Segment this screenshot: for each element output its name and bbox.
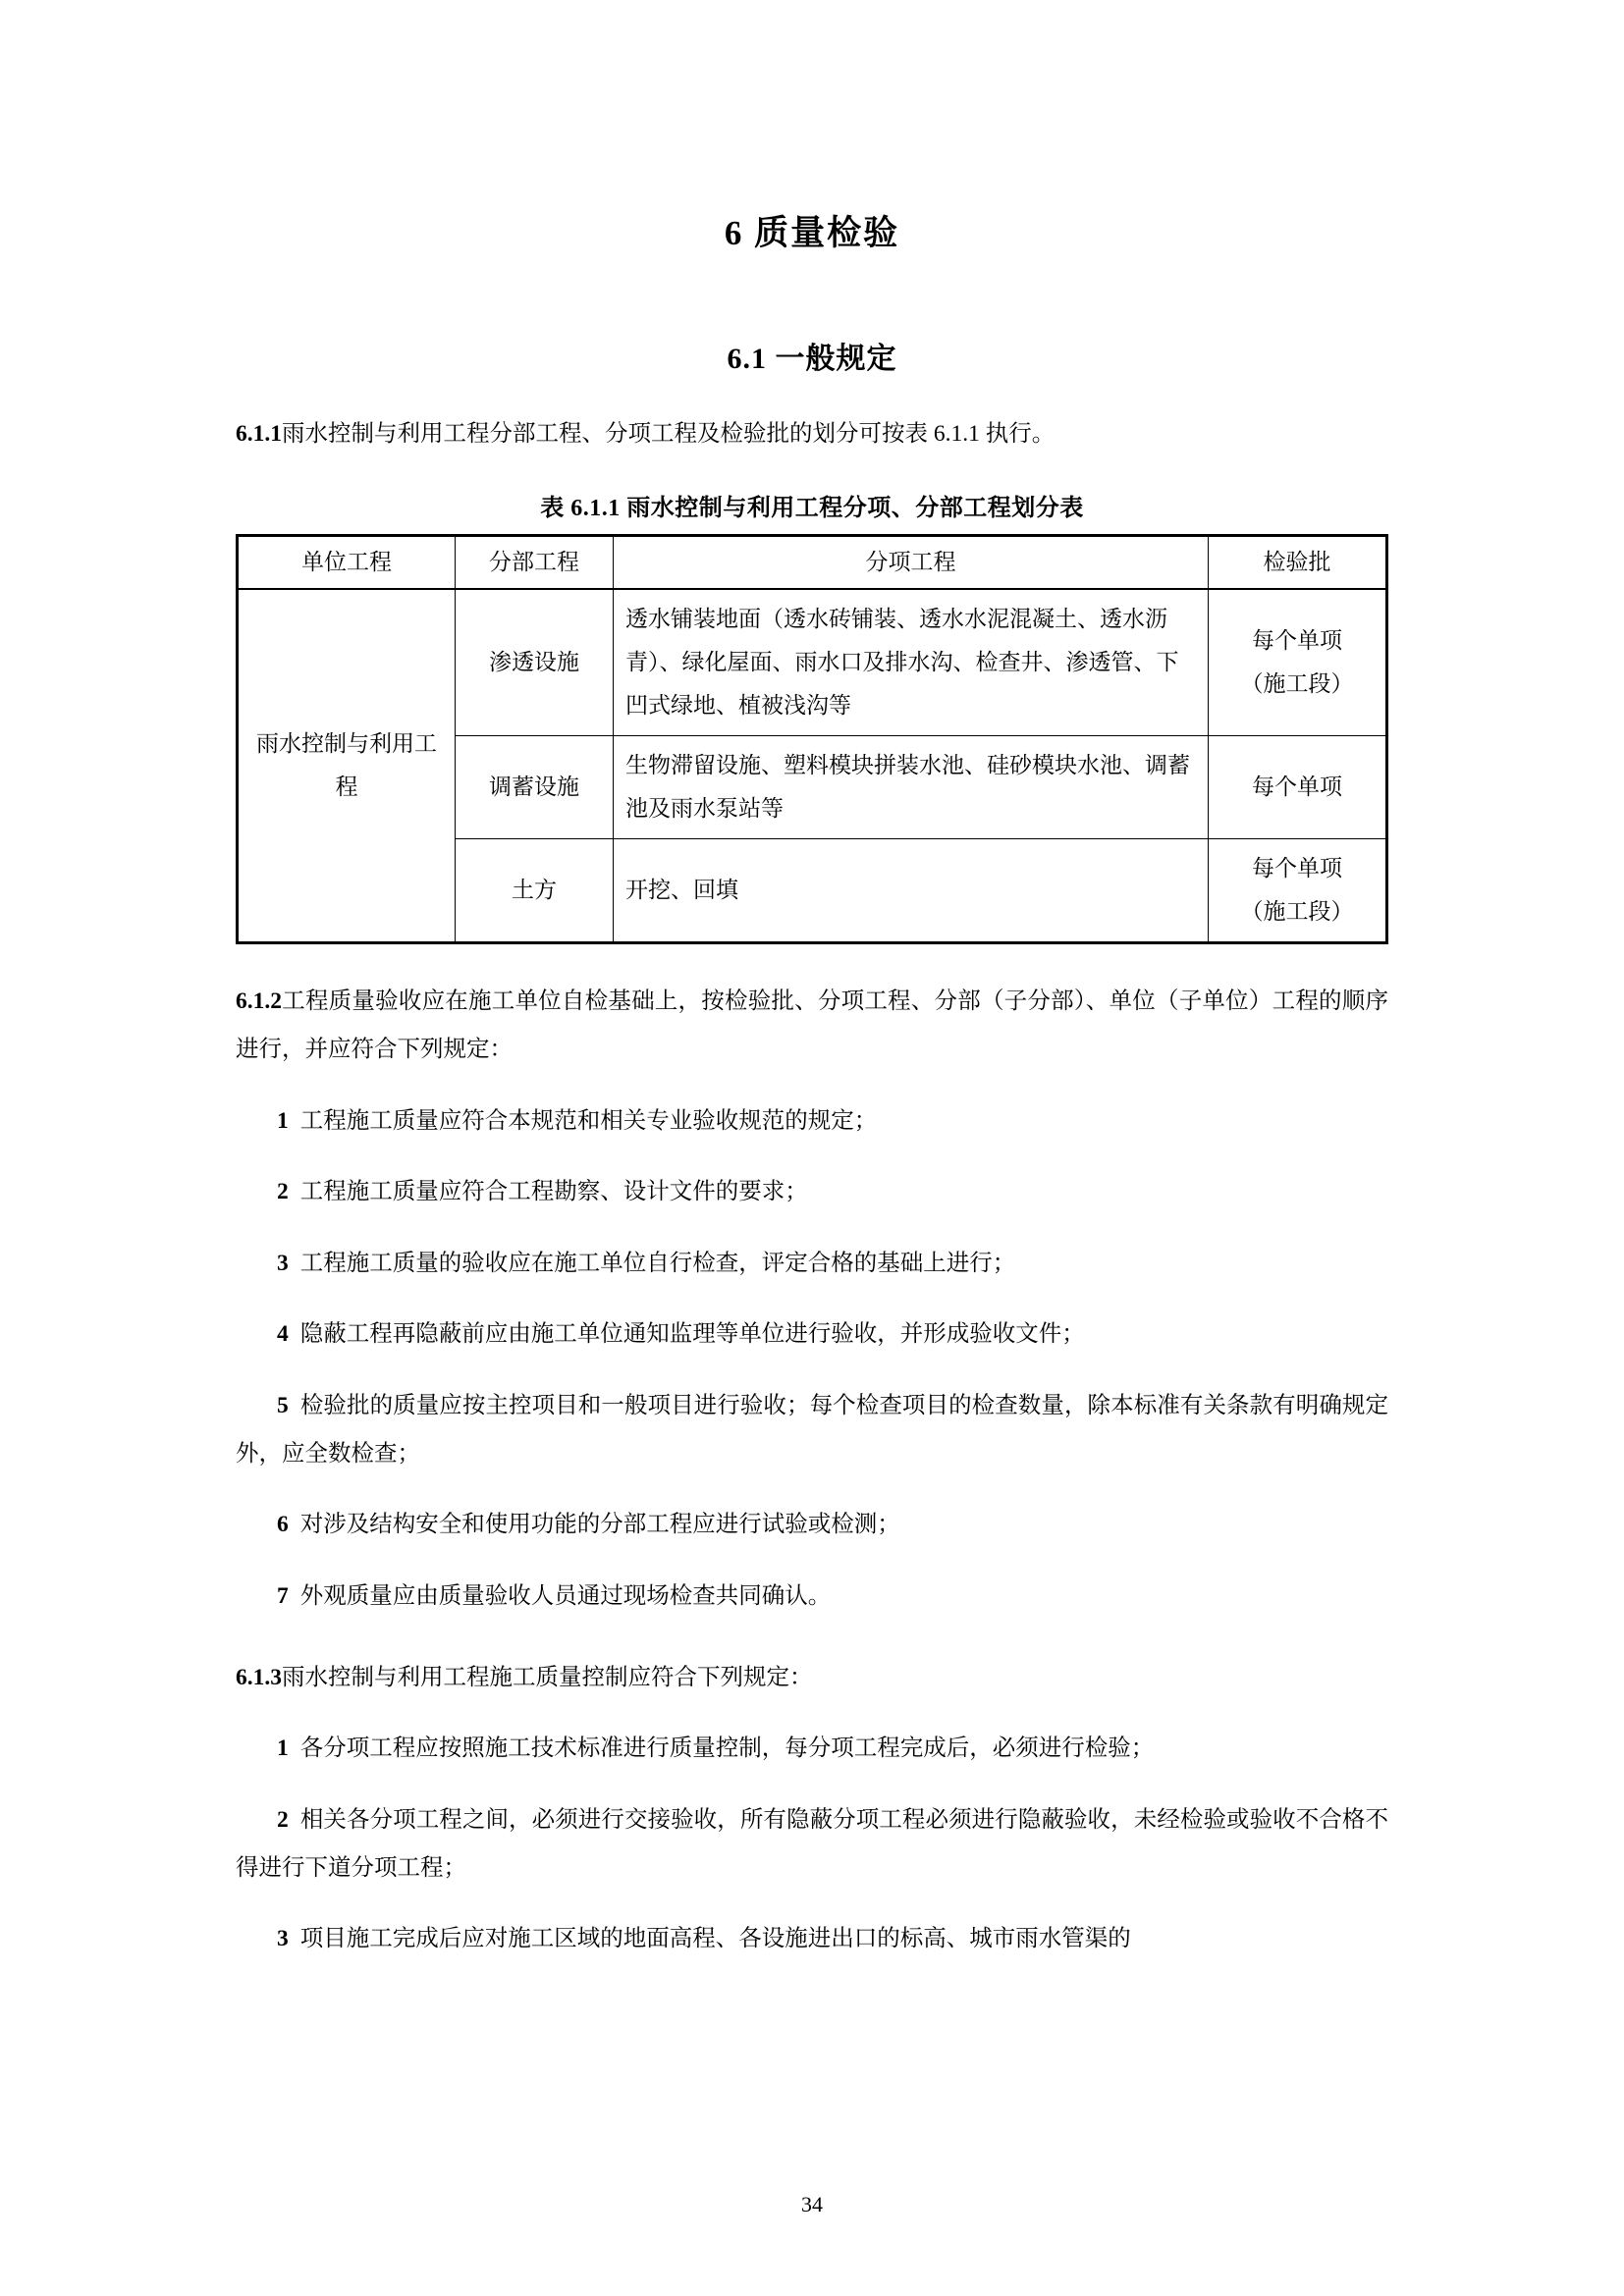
list-index: 3 xyxy=(277,1250,289,1276)
list-text: 工程施工质量的验收应在施工单位自行检查，评定合格的基础上进行； xyxy=(299,1250,1016,1276)
list-index: 1 xyxy=(277,1735,289,1761)
list-text: 工程施工质量应符合本规范和相关专业验收规范的规定； xyxy=(299,1107,878,1134)
table-cell-batch-3 xyxy=(1209,839,1387,943)
list-index: 5 xyxy=(277,1392,289,1418)
list-index: 3 xyxy=(277,1926,289,1951)
list-index: 7 xyxy=(277,1582,289,1609)
table-row xyxy=(238,589,1387,736)
list-text: 工程施工质量应符合工程勘察、设计文件的要求； xyxy=(299,1179,808,1204)
page-number: 34 xyxy=(801,2192,823,2216)
list-item xyxy=(236,1915,1388,1963)
list-item xyxy=(236,1168,1388,1216)
table-header-unit: 单位工程 xyxy=(238,536,456,590)
list-item xyxy=(236,1501,1388,1549)
clause-number: 6.1.3 xyxy=(236,1664,282,1690)
batch-line-2: （施工段） xyxy=(1240,899,1354,924)
table-cell-part-1: 渗透设施 xyxy=(456,589,614,736)
clause-number: 6.1.1 xyxy=(236,421,282,447)
clause-text: 雨水控制与利用工程分部工程、分项工程及检验批的划分可按表 6.1.1 执行。 xyxy=(282,421,1056,447)
batch-line-2: （施工段） xyxy=(1240,671,1354,696)
table-header-row xyxy=(238,536,1387,590)
batch-line-1: 每个单项 xyxy=(1252,856,1342,881)
table-cell-items-1: 透水铺装地面（透水砖铺装、透水水泥混凝土、透水沥青）、绿化屋面、雨水口及排水沟、检查井、渗透管、下凹式绿地、植被浅沟等 xyxy=(614,589,1209,736)
batch-line-1: 每个单项 xyxy=(1252,628,1342,653)
table-header-item: 分项工程 xyxy=(614,536,1209,590)
list-text: 隐蔽工程再隐蔽前应由施工单位通知监理等单位进行验收，并形成验收文件； xyxy=(299,1321,1085,1347)
list-text: 项目施工完成后应对施工区域的地面高程、各设施进出口的标高、城市雨水管渠的 xyxy=(299,1926,1131,1951)
list-index: 1 xyxy=(277,1107,289,1134)
list-index: 4 xyxy=(277,1321,289,1347)
list-item xyxy=(236,1573,1388,1621)
division-table xyxy=(236,534,1388,944)
table-cell-batch-1 xyxy=(1209,589,1387,736)
table-cell-part-2: 调蓄设施 xyxy=(456,736,614,839)
section-title: 6.1 一般规定 xyxy=(727,343,897,375)
list-text: 检验批的质量应按主控项目和一般项目进行验收；每个检查项目的检查数量，除本标准有关条款有明确规定外，应全数检查； xyxy=(236,1392,1388,1467)
table-cell-part-3: 土方 xyxy=(456,839,614,943)
list-index: 2 xyxy=(277,1806,289,1833)
list-text: 各分项工程应按照施工技术标准进行质量控制，每分项工程完成后，必须进行检验； xyxy=(299,1735,1155,1761)
clause-6-1-1 xyxy=(236,410,1388,458)
chapter-title: 6 质量检验 xyxy=(724,214,900,252)
table-cell-batch-2: 每个单项 xyxy=(1209,736,1387,839)
list-text: 相关各分项工程之间，必须进行交接验收，所有隐蔽分项工程必须进行隐蔽验收，未经检验或验收不合格不得进行下道分项工程； xyxy=(236,1806,1388,1881)
clause-text: 工程质量验收应在施工单位自检基础上，按检验批、分项工程、分部（子分部）、单位（子单位）工程的顺序进行，并应符合下列规定： xyxy=(236,988,1388,1062)
list-index: 2 xyxy=(277,1179,289,1204)
list-item xyxy=(236,1382,1388,1478)
clause-number: 6.1.2 xyxy=(236,988,282,1014)
list-text: 对涉及结构安全和使用功能的分部工程应进行试验或检测； xyxy=(299,1512,900,1537)
list-item xyxy=(236,1240,1388,1288)
table-caption: 表 6.1.1 雨水控制与利用工程分项、分部工程划分表 xyxy=(540,496,1084,521)
list-item xyxy=(236,1796,1388,1893)
list-item xyxy=(236,1310,1388,1359)
table-header-part: 分部工程 xyxy=(456,536,614,590)
list-item xyxy=(236,1725,1388,1773)
list-index: 6 xyxy=(277,1512,289,1537)
list-text: 外观质量应由质量验收人员通过现场检查共同确认。 xyxy=(299,1582,832,1609)
table-cell-items-2: 生物滞留设施、塑料模块拼装水池、硅砂模块水池、调蓄池及雨水泵站等 xyxy=(614,736,1209,839)
clause-6-1-2 xyxy=(236,978,1388,1074)
clause-6-1-3 xyxy=(236,1654,1388,1702)
table-cell-items-3: 开挖、回填 xyxy=(614,839,1209,943)
table-cell-unit-project: 雨水控制与利用工程 xyxy=(238,589,456,943)
list-item xyxy=(236,1097,1388,1146)
clause-text: 雨水控制与利用工程施工质量控制应符合下列规定： xyxy=(282,1664,813,1690)
table-header-batch: 检验批 xyxy=(1209,536,1387,590)
